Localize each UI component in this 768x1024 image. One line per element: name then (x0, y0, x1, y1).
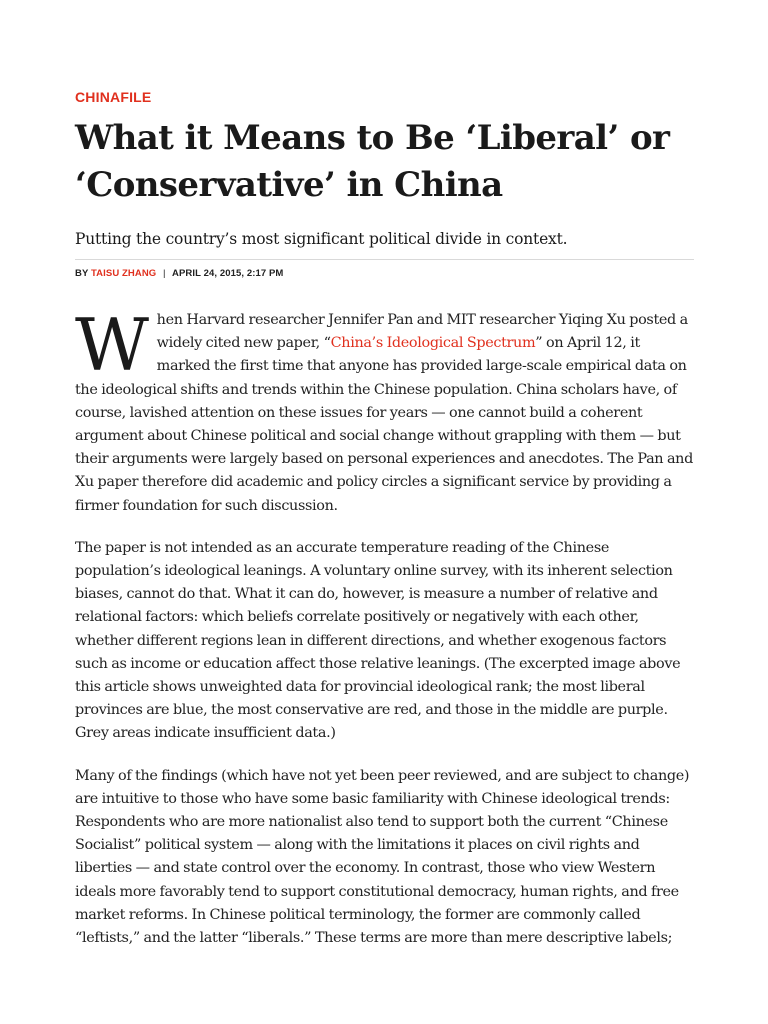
byline-by: BY (75, 268, 89, 279)
paragraph: The paper is not intended as an accurate temperature reading of the Chinese population’s ideological leanings. A voluntary online survey, with its inherent selection biases, cannot do that. What it can do, however, is measure a number of relative and relational factors: which beliefs correlate positively or negatively with each other, whether different regions lean in different directions, and whether exogenous factors such as income or education affect those relative leanings. (The excerpted image above this article shows unweighted data for provincial ideological rank; the most liberal provinces are blue, the most conservative are red, and those in the middle are purple. Grey areas indicate insufficient data.) (75, 539, 681, 742)
headline: What it Means to Be ‘Liberal’ or ‘Conservative’ in China (75, 118, 670, 205)
paragraph-text: hen Harvard researcher Jennifer Pan and MIT researcher Yiqing Xu posted a widely cited new paper, “ (156, 312, 688, 352)
paragraph: Many of the findings (which have not yet been peer reviewed, and are subject to change) are intuitive to those who have some basic familiarity with Chinese ideological trends: Respondents who are more nationalist also tend to support both the current “Chinese Socialist” political system — along with the limitations it places on civil rights and liberties — and state control over the economy. In contrast, those who view Western ideals more favorably tend to support constitutional democracy, human rights, and free market reforms. In Chinese political terminology, the former are commonly called “leftists,” and the latter “liberals.” These terms are more than mere descriptive labels; (75, 767, 690, 947)
dek: Putting the country’s most significant political divide in context. (75, 230, 568, 248)
paragraph-text: ” on April 12, it marked the first time that anyone has provided large-scale empirical data on the ideological shifts and trends within the Chinese population. China scholars have, of course, lavished attention on these issues for years — one cannot build a coherent argument about Chinese political and social change without grappling with them — but their arguments were largely based on personal experiences and anecdotes. The Pan and Xu paper therefore did academic and policy circles a significant service by providing a firmer foundation for such discussion. (75, 335, 693, 514)
byline (75, 267, 694, 281)
paper-link[interactable]: China’s Ideological Spectrum (330, 335, 536, 352)
paragraph (75, 303, 694, 518)
drop-cap: W (75, 303, 149, 387)
byline-separator: | (163, 268, 166, 279)
article-body (75, 303, 694, 950)
publish-date: APRIL 24, 2015, 2:17 PM (172, 268, 284, 279)
author-link[interactable]: TAISU ZHANG (90, 268, 157, 279)
section-label[interactable]: CHINAFILE (75, 89, 152, 105)
divider (75, 259, 694, 260)
article (75, 88, 694, 969)
